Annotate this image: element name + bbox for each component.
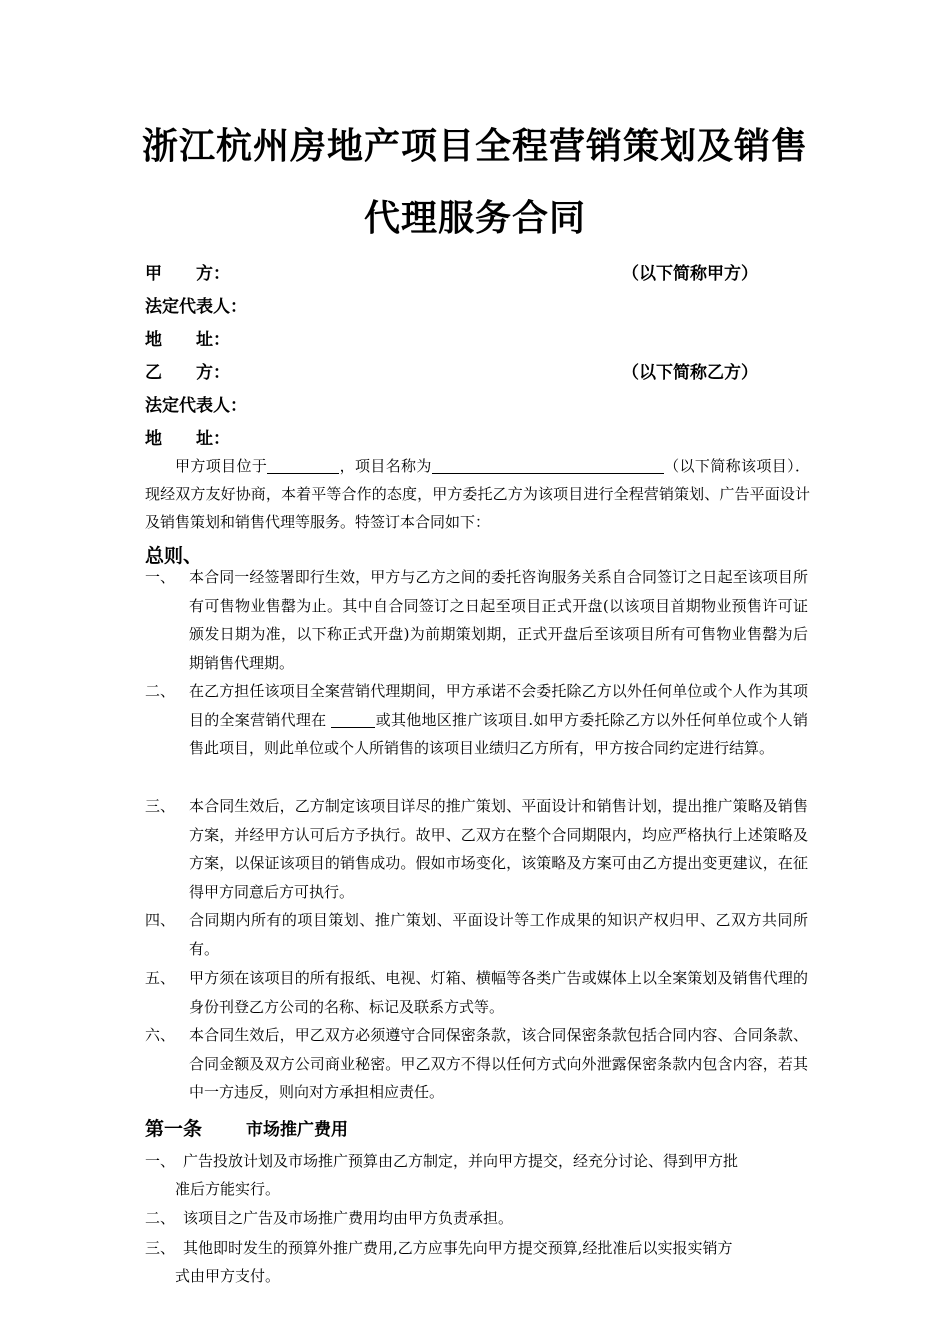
document-title-line-1: 浙江杭州房地产项目全程营销策划及销售 — [141, 125, 808, 167]
party-b-legal-rep-label: 法定代表人： — [145, 396, 247, 416]
general-clause-3 — [145, 792, 808, 906]
clause-number: 一、 — [145, 568, 176, 586]
article-1-title: 市场推广费用 — [246, 1120, 349, 1140]
general-clause-2 — [145, 677, 808, 763]
clause-number: 五、 — [145, 969, 176, 987]
article-1-heading — [145, 1114, 348, 1141]
clause-text: 本合同一经签署即行生效，甲方与乙方之间的委托咨询服务关系自合同签订之日起至该项目所有可售物业售罄为止。其中自合同签订之日起至项目正式开盘(以该项目首期物业预售许可证颁发日期为准，以下称正式开盘)为前期策划期，正式开盘后至该项目所有可售物业售罄为后期销售代理期。 — [189, 568, 808, 672]
region-blank — [331, 711, 375, 728]
intro-text-rest: （以下简称该项目）．现经双方友好协商，本着平等合作的态度，甲方委托乙方为该项目进行全程营销策划、广告平面设计及销售策划和销售代理等服务。特签订本合同如下： — [145, 457, 810, 531]
clause-text: 该项目之广告及市场推广费用均由甲方负责承担。 — [183, 1209, 514, 1227]
clause-number: 三、 — [145, 1239, 176, 1257]
general-provisions-heading: 总则、 — [145, 545, 203, 567]
intro-text-location: 甲方项目位于 — [175, 457, 268, 475]
document-title-line-2: 代理服务合同 — [363, 197, 586, 239]
clause-number: 二、 — [145, 682, 176, 700]
article-1-clause-1 — [145, 1147, 808, 1203]
party-b-label: 乙 方： — [145, 363, 230, 383]
clause-text-cont: 或其他地区推广该项目.如甲方委托除乙方以外任何单位或个人销售此项目，则此单位或个人所销售的该项目业绩归乙方所有，甲方按合同约定进行结算。 — [189, 710, 808, 757]
clause-text: 甲方须在该项目的所有报纸、电视、灯箱、横幅等各类广告或媒体上以全案策划及销售代理的身份刊登乙方公司的名称、标记及联系方式等。 — [189, 969, 808, 1016]
article-1-clause-2 — [145, 1204, 808, 1232]
clause-number: 四、 — [145, 911, 176, 929]
project-location-blank — [267, 457, 339, 474]
party-a-abbreviation: （以下简称甲方） — [622, 264, 758, 284]
project-name-blank — [432, 457, 664, 474]
party-b-address-label: 地 址： — [145, 429, 230, 449]
clause-number: 六、 — [145, 1026, 176, 1044]
clause-text: 其他即时发生的预算外推广费用,乙方应事先向甲方提交预算,经批准后以实报实销方 — [183, 1239, 733, 1257]
clause-text: 本合同生效后，乙方制定该项目详尽的推广策划、平面设计和销售计划，提出推广策略及销售方案，并经甲方认可后方予执行。故甲、乙双方在整个合同期限内，均应严格执行上述策略及方案，以保证该项目的销售成功。假如市场变化，该策略及方案可由乙方提出变更建议，在征得甲方同意后方可执行。 — [189, 797, 808, 901]
intro-paragraph — [145, 452, 810, 536]
clause-text: 本合同生效后，甲乙双方必须遵守合同保密条款，该合同保密条款包括合同内容、合同条款、合同金额及双方公司商业秘密。甲乙双方不得以任何方式向外泄露保密条款内包含内容，若其中一方违反，则向对方承担相应责任。 — [189, 1026, 808, 1101]
general-clause-5 — [145, 964, 808, 1021]
intro-text-name: ，项目名称为 — [339, 457, 432, 475]
general-clause-1 — [145, 563, 808, 677]
clause-text: 在乙方担任该项目全案营销代理期间，甲方承诺不会委托除乙方以外任何单位或个人作为其项目的全案营销代理在 — [189, 682, 808, 729]
general-clause-4 — [145, 906, 808, 963]
party-b-abbreviation: （以下简称乙方） — [622, 363, 758, 383]
article-1-clause-3 — [145, 1234, 808, 1290]
clause-text: 合同期内所有的项目策划、推广策划、平面设计等工作成果的知识产权归甲、乙双方共同所有。 — [189, 911, 808, 958]
party-a-legal-rep-label: 法定代表人： — [145, 297, 247, 317]
clause-text: 广告投放计划及市场推广预算由乙方制定，并向甲方提交，经充分讨论、得到甲方批 — [183, 1152, 739, 1170]
clause-text-cont: 准后方能实行。 — [175, 1180, 281, 1198]
clause-number: 二、 — [145, 1209, 176, 1227]
clause-number: 三、 — [145, 797, 176, 815]
clause-number: 一、 — [145, 1152, 176, 1170]
party-a-address-label: 地 址： — [145, 330, 230, 350]
general-clause-6 — [145, 1021, 808, 1107]
party-a-label: 甲 方： — [145, 264, 230, 284]
article-1-number: 第一条 — [145, 1118, 203, 1140]
clause-text-cont: 式由甲方支付。 — [175, 1267, 281, 1285]
